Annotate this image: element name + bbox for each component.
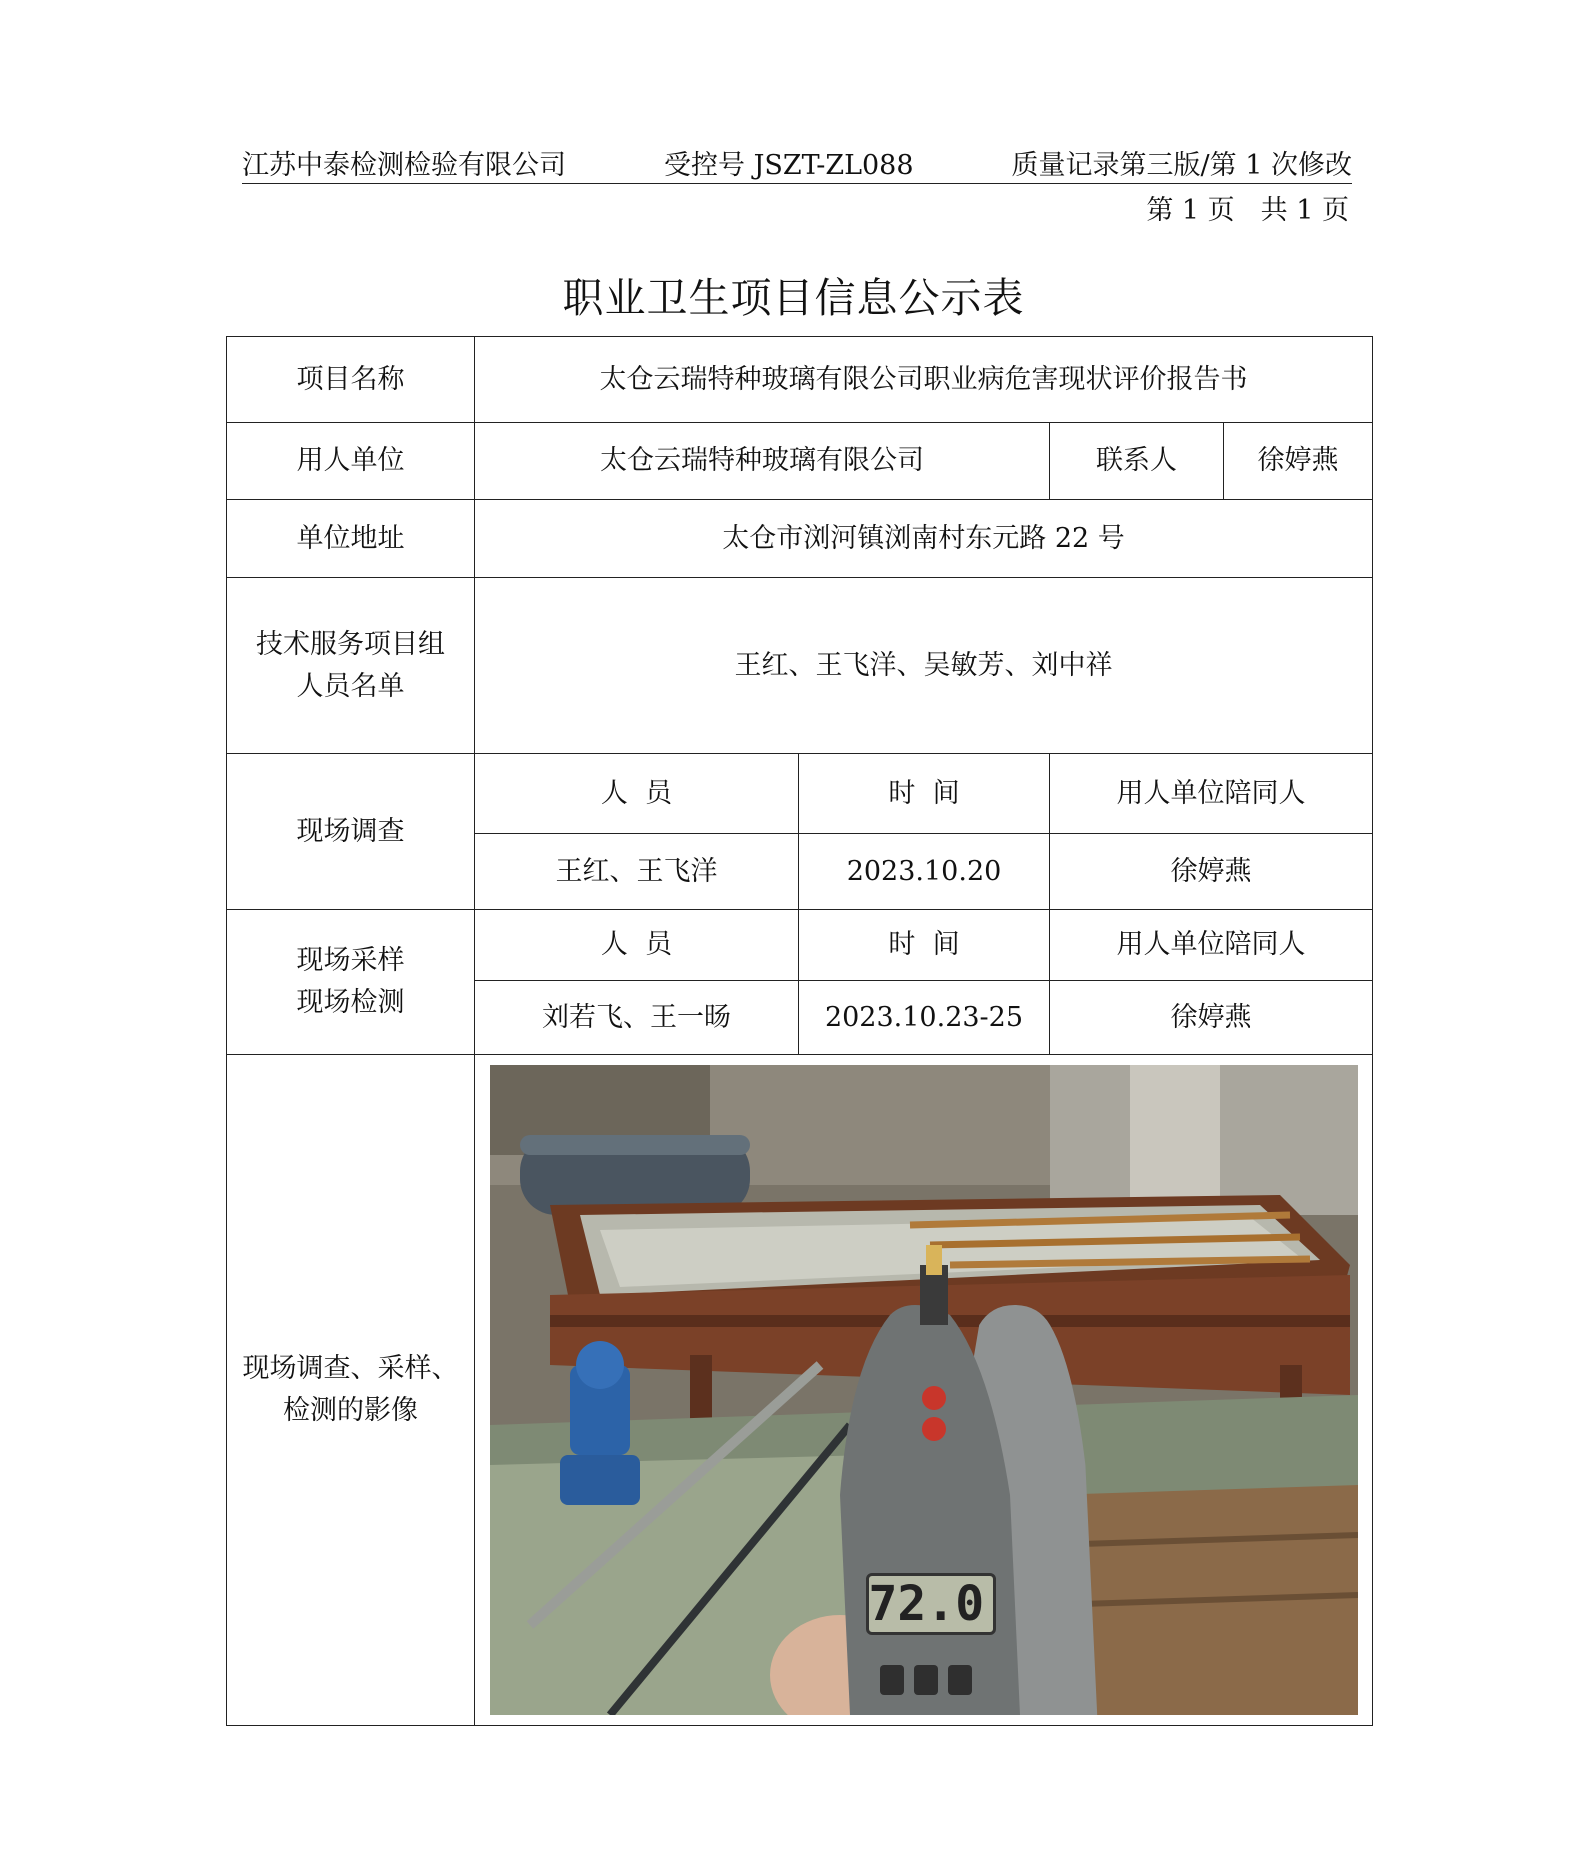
meter-reading: 72.0 <box>866 1573 996 1635</box>
survey-time-header: 时 间 <box>799 754 1050 834</box>
sampling-staff-header: 人 员 <box>475 910 799 981</box>
table-row <box>227 578 1373 754</box>
sampling-companion: 徐婷燕 <box>1050 981 1373 1055</box>
image-label <box>227 1055 475 1726</box>
contact-value: 徐婷燕 <box>1224 423 1373 500</box>
survey-time: 2023.10.20 <box>799 834 1050 910</box>
page-title: 职业卫生项目信息公示表 <box>562 274 1025 322</box>
survey-staff-header: 人 员 <box>475 754 799 834</box>
image-label-line1: 现场调查、采样、 <box>242 1353 459 1385</box>
survey-staff: 王红、王飞洋 <box>475 834 799 910</box>
address-label: 单位地址 <box>227 500 475 578</box>
table-row <box>227 423 1373 500</box>
sampling-time: 2023.10.23-25 <box>799 981 1050 1055</box>
table-row <box>227 1055 1373 1726</box>
contact-label: 联系人 <box>1050 423 1224 500</box>
photo-cell <box>475 1055 1373 1726</box>
table-row <box>227 910 1373 981</box>
document-header <box>242 142 1352 184</box>
team-label <box>227 578 475 754</box>
project-name-value: 太仓云瑞特种玻璃有限公司职业病危害现状评价报告书 <box>475 337 1373 423</box>
survey-companion-header: 用人单位陪同人 <box>1050 754 1373 834</box>
project-name-label: 项目名称 <box>227 337 475 423</box>
employer-label: 用人单位 <box>227 423 475 500</box>
sampling-label-line1: 现场采样 <box>296 945 405 977</box>
control-number: 受控号 JSZT-ZL088 <box>664 150 914 181</box>
record-version: 质量记录第三版/第 1 次修改 <box>1011 150 1352 181</box>
sampling-label <box>227 910 475 1055</box>
company-name: 江苏中泰检测检验有限公司 <box>242 150 566 181</box>
table-row <box>227 754 1373 834</box>
table-row <box>227 337 1373 423</box>
address-value: 太仓市浏河镇浏南村东元路 22 号 <box>475 500 1373 578</box>
team-value: 王红、王飞洋、吴敏芳、刘中祥 <box>475 578 1373 754</box>
sampling-time-header: 时 间 <box>799 910 1050 981</box>
site-photo <box>490 1065 1358 1715</box>
image-label-line2: 检测的影像 <box>283 1395 418 1426</box>
team-label-line1: 技术服务项目组 <box>256 628 445 660</box>
employer-value: 太仓云瑞特种玻璃有限公司 <box>475 423 1050 500</box>
sampling-label-line2: 现场检测 <box>296 987 405 1018</box>
team-label-line2: 人员名单 <box>296 670 405 702</box>
info-table <box>226 336 1373 1726</box>
table-row <box>227 500 1373 578</box>
survey-label: 现场调查 <box>227 754 475 910</box>
survey-companion: 徐婷燕 <box>1050 834 1373 910</box>
page-number: 第 1 页 <box>1146 195 1235 226</box>
page-info <box>1120 188 1349 227</box>
total-pages: 共 1 页 <box>1260 195 1349 226</box>
sampling-companion-header: 用人单位陪同人 <box>1050 910 1373 981</box>
sampling-staff: 刘若飞、王一旸 <box>475 981 799 1055</box>
